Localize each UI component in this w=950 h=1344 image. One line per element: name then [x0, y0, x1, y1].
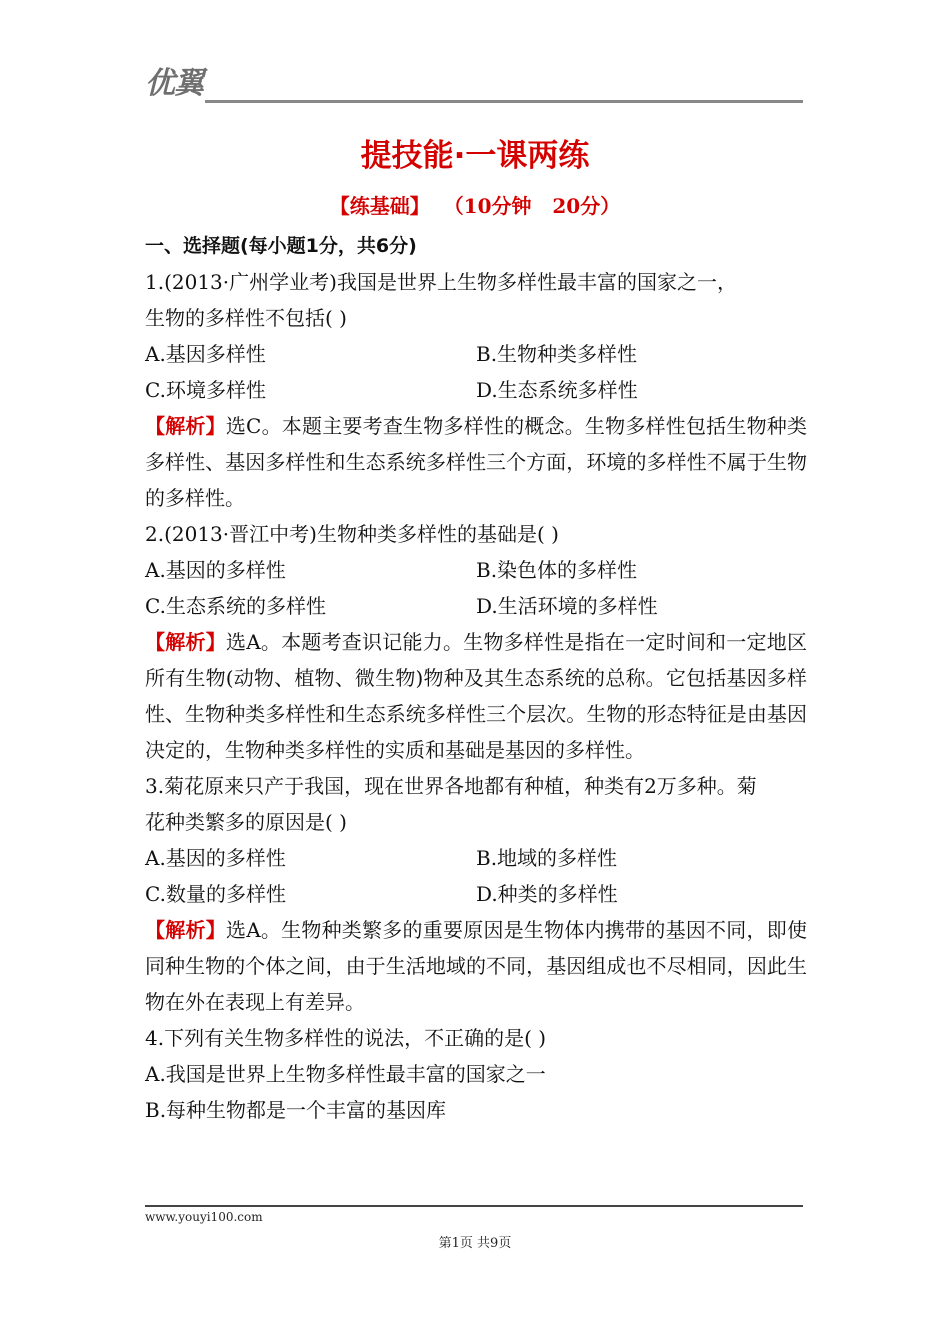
q4-line1: 4.下列有关生物多样性的说法，不正确的是( ) — [145, 1026, 547, 1050]
q3-options-row2 — [145, 876, 807, 912]
q1-options-row2 — [145, 372, 807, 408]
q1-option-b: B.生物种类多样性 — [476, 342, 638, 366]
q1-analysis — [145, 408, 807, 516]
q2-line1: 2.(2013·晋江中考)生物种类多样性的基础是( ) — [145, 522, 559, 546]
section-heading: 一、选择题(每小题1分，共6分) — [145, 235, 417, 257]
header-rule — [205, 100, 803, 103]
page-header — [145, 66, 803, 106]
q3-analysis-tag: 【解析】 — [145, 918, 226, 942]
subtitle-time: （10分钟 20分） — [429, 194, 621, 218]
q3-options-row1 — [145, 840, 807, 876]
page-title: 提技能·一课两练 — [360, 138, 590, 174]
q4-option-a: A.我国是世界上生物多样性最丰富的国家之一 — [145, 1062, 546, 1086]
page-number: 第1页 共9页 — [438, 1236, 512, 1251]
q3-line2: 花种类繁多的原因是( ) — [145, 810, 347, 834]
q1-line2: 生物的多样性不包括( ) — [145, 306, 347, 330]
brand-logo: 优翼 — [145, 66, 203, 101]
q3-option-d: D.种类的多样性 — [476, 882, 618, 906]
q1-option-d: D.生态系统多样性 — [476, 378, 638, 402]
q2-option-d: D.生活环境的多样性 — [476, 594, 658, 618]
q1-option-c: C.环境多样性 — [145, 378, 266, 402]
q2-options-row2 — [145, 588, 807, 624]
footer-url: www.youyi100.com — [145, 1210, 263, 1224]
q3-line1: 3.菊花原来只产于我国，现在世界各地都有种植，种类有2万多种。菊 — [145, 774, 757, 798]
subtitle — [0, 190, 950, 219]
footer-rule — [145, 1205, 803, 1207]
subtitle-bracket: 【练基础】 — [329, 194, 430, 218]
q1-line1: 1.(2013·广州学业考)我国是世界上生物多样性最丰富的国家之一， — [145, 270, 737, 294]
q2-options-row1 — [145, 552, 807, 588]
q1-options-row1 — [145, 336, 807, 372]
q2-option-c: C.生态系统的多样性 — [145, 594, 326, 618]
q4-option-b: B.每种生物都是一个丰富的基因库 — [145, 1098, 447, 1122]
q3-option-a: A.基因的多样性 — [145, 846, 286, 870]
q2-option-b: B.染色体的多样性 — [476, 558, 638, 582]
q3-option-b: B.地域的多样性 — [476, 846, 618, 870]
q3-option-c: C.数量的多样性 — [145, 882, 286, 906]
q1-analysis-text: 选C。本题主要考查生物多样性的概念。生物多样性包括生物种类多样性、基因多样性和生态系统多样性三个方面，环境的多样性不属于生物的多样性。 — [145, 414, 807, 510]
q3-analysis-text: 选A。生物种类繁多的重要原因是生物体内携带的基因不同，即使同种生物的个体之间，由于生活地域的不同，基因组成也不尽相同，因此生物在外在表现上有差异。 — [145, 918, 807, 1014]
q3-analysis — [145, 912, 807, 1020]
q1-option-a: A.基因多样性 — [145, 342, 266, 366]
q2-analysis-text: 选A。本题考查识记能力。生物多样性是指在一定时间和一定地区所有生物(动物、植物、微生物)物种及其生态系统的总称。它包括基因多样性、生物种类多样性和生态系统多样性三个层次。生物的形态特征是由基因决定的，生物种类多样性的实质和基础是基因的多样性。 — [145, 630, 807, 762]
document-body — [145, 228, 807, 1128]
q1-analysis-tag: 【解析】 — [145, 414, 226, 438]
q2-analysis-tag: 【解析】 — [145, 630, 226, 654]
q2-option-a: A.基因的多样性 — [145, 558, 286, 582]
q2-analysis — [145, 624, 807, 768]
